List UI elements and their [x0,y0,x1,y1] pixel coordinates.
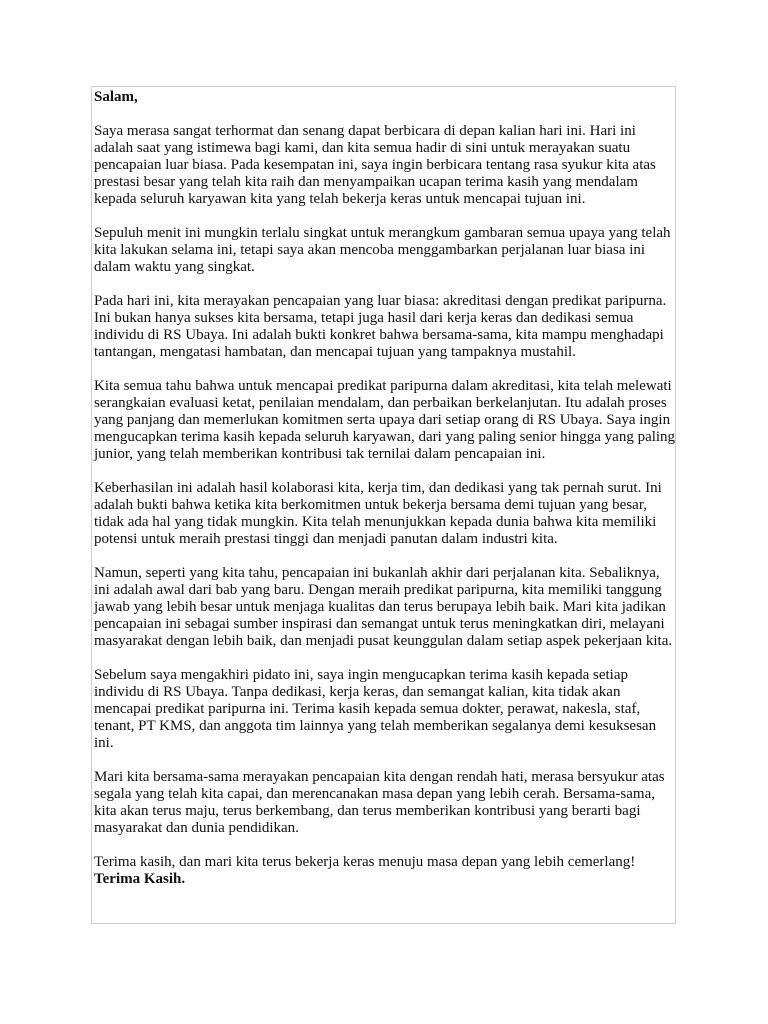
paragraph-7: Sebelum saya mengakhiri pidato ini, saya ingin mengucapkan terima kasih kepada setiap individu di RS Ubaya. Tanpa dedikasi, kerja keras, dan semangat kalian, kita tidak akan mencapai predikat paripurna ini. Terima kasih kepada semua dokter, perawat, nakesla, staf, tenant, PT KMS, dan anggota tim lainnya yang telah memberikan segalanya demi kesuksesan ini. [94,667,657,751]
greeting: Salam, [94,89,138,105]
document-body [94,86,676,888]
paragraph-8: Mari kita bersama-sama merayakan pencapaian kita dengan rendah hati, merasa bersyukur atas segala yang telah kita capai, dan merencanakan masa depan yang lebih cerah. Bersama-sama, kita akan terus maju, terus berkembang, dan terus memberikan kontribusi yang berarti bagi masyarakat dan dunia pendidikan. [94,769,665,836]
closing-line: Terima kasih, dan mari kita terus bekerja keras menuju masa depan yang lebih cemerlang! [94,854,636,870]
paragraph-5: Keberhasilan ini adalah hasil kolaborasi kita, kerja tim, dan dedikasi yang tak pernah surut. Ini adalah bukti bahwa ketika kita berkomitmen untuk bekerja bersama demi tujuan yang besar, tidak ada hal yang tidak mungkin. Kita telah menunjukkan kepada dunia bahwa kita memiliki potensi untuk meraih prestasi tinggi dan menjadi panutan dalam industri kita. [94,480,662,547]
paragraph-1: Saya merasa sangat terhormat dan senang dapat berbicara di depan kalian hari ini. Hari ini adalah saat yang istimewa bagi kami, dan kita semua hadir di sini untuk merayakan suatu pencapaian luar biasa. Pada kesempatan ini, saya ingin berbicara tentang rasa syukur kita atas prestasi besar yang telah kita raih dan menyampaikan ucapan terima kasih yang mendalam kepada seluruh karyawan kita yang telah bekerja keras untuk mencapai tujuan ini. [94,123,656,207]
paragraph-6: Namun, seperti yang kita tahu, pencapaian ini bukanlah akhir dari perjalanan kita. Sebaliknya, ini adalah awal dari bab yang baru. Dengan meraih predikat paripurna, kita memiliki tanggung jawab yang lebih besar untuk menjaga kualitas dan terus berupaya lebih baik. Mari kita jadikan pencapaian ini sebagai sumber inspirasi dan semangat untuk terus meningkatkan diri, melayani masyarakat dengan lebih baik, dan menjadi pusat keunggulan dalam setiap aspek pekerjaan kita. [94,565,673,649]
paragraph-2: Sepuluh menit ini mungkin terlalu singkat untuk merangkum gambaran semua upaya yang telah kita lakukan selama ini, tetapi saya akan mencoba menggambarkan perjalanan luar biasa ini dalam waktu yang singkat. [94,225,671,275]
paragraph-3: Pada hari ini, kita merayakan pencapaian yang luar biasa: akreditasi dengan predikat paripurna. Ini bukan hanya sukses kita bersama, tetapi juga hasil dari kerja keras dan dedikasi semua individu di RS Ubaya. Ini adalah bukti konkret bahwa bersama-sama, kita mampu menghadapi tantangan, mengatasi hambatan, dan mencapai tujuan yang tampaknya mustahil. [94,293,667,360]
signoff: Terima Kasih. [94,871,186,887]
paragraph-4: Kita semua tahu bahwa untuk mencapai predikat paripurna dalam akreditasi, kita telah melewati serangkaian evaluasi ketat, penilaian mendalam, dan perbaikan berkelanjutan. Itu adalah proses yang panjang dan memerlukan komitmen serta upaya dari setiap orang di RS Ubaya. Saya ingin mengucapkan terima kasih kepada seluruh karyawan, dari yang paling senior hingga yang paling junior, yang telah memberikan kontribusi tak ternilai dalam pencapaian ini. [94,378,676,462]
